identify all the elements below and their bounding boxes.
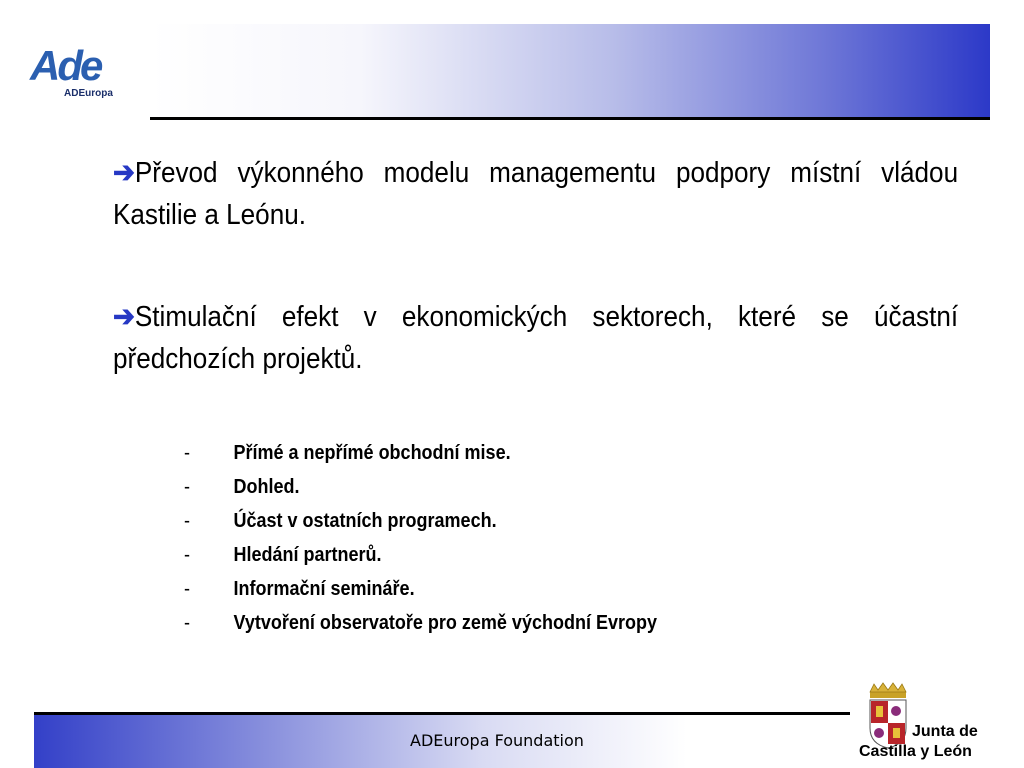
arrow-right-icon: ➔	[113, 301, 135, 333]
paragraph-1-text: Převod výkonného modelu managementu podpory místní vládou Kastilie a Leónu.	[113, 157, 959, 231]
paragraph-2-text: Stimulační efekt v ekonomických sektorech, které se účastní předchozích projektů.	[113, 301, 959, 375]
header-gradient-band	[150, 24, 990, 118]
list-item-text: Dohled.	[233, 476, 300, 498]
org-line-1: Junta de	[912, 723, 978, 740]
paragraph-2	[113, 296, 958, 380]
org-line-2: Castilla y León	[859, 743, 972, 760]
dash-marker: -	[184, 476, 191, 498]
list-item-text: Vytvoření observatoře pro země východní Evropy	[233, 612, 657, 634]
dash-marker: -	[184, 510, 191, 532]
dash-marker: -	[184, 578, 191, 600]
logo-subtitle: ADEuropa	[64, 88, 113, 99]
header-divider	[150, 117, 990, 120]
dash-marker: -	[184, 544, 191, 566]
list-item-text: Přímé a nepřímé obchodní mise.	[233, 442, 511, 464]
logo-wordmark: Ade	[30, 42, 101, 89]
list-item-text: Hledání partnerů.	[233, 544, 382, 566]
arrow-right-icon: ➔	[113, 157, 135, 189]
list-item-text: Informační semináře.	[233, 578, 415, 600]
dash-marker: -	[184, 612, 191, 634]
dash-marker: -	[184, 442, 191, 464]
paragraph-1	[113, 152, 958, 236]
list-item-text: Účast v ostatních programech.	[233, 510, 497, 532]
ade-logo	[30, 44, 130, 104]
footer-label: ADEuropa Foundation	[410, 731, 584, 750]
junta-castilla-leon-wordmark	[859, 722, 978, 762]
